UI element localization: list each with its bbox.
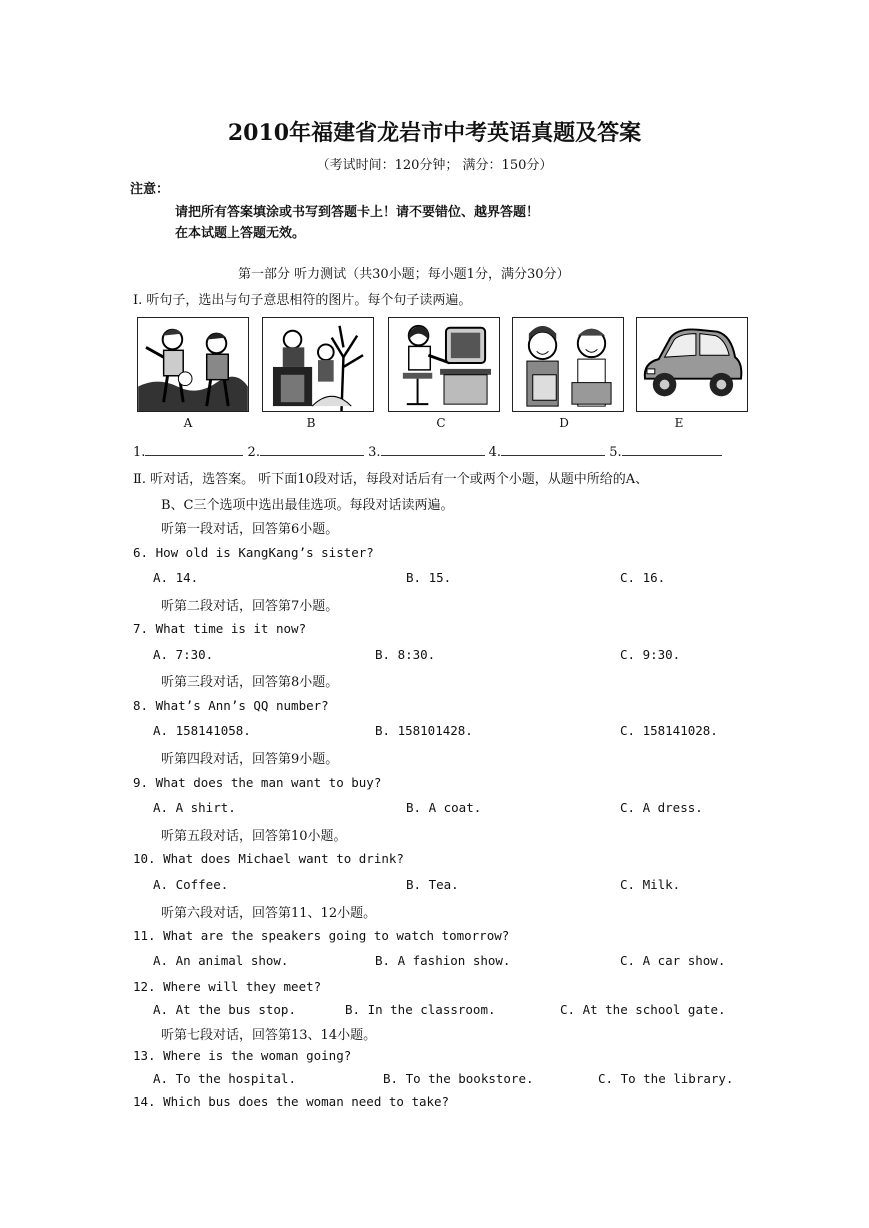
notice-line-1: 请把所有答案填涂或书写到答题卡上！请不要错位、越界答题！ — [175, 205, 540, 220]
q8-option-b: B. 158101428. — [375, 723, 473, 738]
q6-option-b: B. 15. — [406, 570, 452, 585]
answer-blank-1[interactable] — [145, 443, 243, 456]
q10-option-c: C. Milk. — [620, 877, 681, 892]
section-1-instruction: Ⅰ. 听句子，选出与句子意思相符的图片。每个句子读两遍。 — [133, 293, 472, 308]
answer-blank-2[interactable] — [260, 443, 364, 456]
picture-a — [137, 317, 249, 412]
q6-option-a: A. 14. — [153, 570, 199, 585]
dialogue-prompt-6: 听第六段对话，回答第11、12小题。 — [161, 906, 377, 921]
notice-label: 注意： — [130, 182, 170, 197]
q6-option-c: C. 16. — [620, 570, 666, 585]
question-11: 11. What are the speakers going to watch tomorrow? — [133, 928, 510, 943]
picture-label-c: C — [436, 416, 446, 430]
picture-label-b: B — [306, 416, 316, 430]
two-people-cooking-icon — [513, 318, 623, 411]
q13-option-b: B. To the bookstore. — [383, 1071, 534, 1086]
q11-option-c: C. A car show. — [620, 953, 726, 968]
dialogue-prompt-1: 听第一段对话，回答第6小题。 — [161, 522, 339, 537]
q9-option-a: A. A shirt. — [153, 800, 236, 815]
question-14: 14. Which bus does the woman need to take? — [133, 1094, 450, 1109]
question-8: 8. What’s Ann’s QQ number? — [133, 698, 329, 713]
q8-option-a: A. 158141058. — [153, 723, 251, 738]
part-heading: 第一部分 听力测试（共30小题；每小题1分，满分30分） — [238, 267, 570, 282]
blank-label-5: 5. — [609, 445, 622, 460]
section-2-instruction-2: B、C三个选项中选出最佳选项。每段对话读两遍。 — [161, 498, 454, 513]
picture-label-d: D — [559, 416, 569, 430]
answer-blank-5[interactable] — [622, 443, 722, 456]
dialogue-prompt-4: 听第四段对话，回答第9小题。 — [161, 752, 339, 767]
q7-option-c: C. 9:30. — [620, 647, 681, 662]
q13-option-a: A. To the hospital. — [153, 1071, 296, 1086]
q7-option-b: B. 8:30. — [375, 647, 436, 662]
blank-label-3: 3. — [368, 445, 381, 460]
picture-e — [636, 317, 748, 412]
picture-d — [512, 317, 624, 412]
q12-option-b: B. In the classroom. — [345, 1002, 496, 1017]
people-by-tree-icon — [263, 318, 373, 411]
dialogue-prompt-3: 听第三段对话，回答第8小题。 — [161, 675, 339, 690]
dialogue-prompt-7: 听第七段对话，回答第13、14小题。 — [161, 1028, 377, 1043]
q10-option-b: B. Tea. — [406, 877, 459, 892]
q13-option-c: C. To the library. — [598, 1071, 734, 1086]
car-icon — [637, 318, 747, 411]
dialogue-prompt-2: 听第二段对话，回答第7小题。 — [161, 599, 339, 614]
q9-option-c: C. A dress. — [620, 800, 703, 815]
answer-blank-3[interactable] — [381, 443, 485, 456]
two-boys-talking-icon — [138, 318, 248, 411]
dialogue-prompt-5: 听第五段对话，回答第10小题。 — [161, 829, 347, 844]
question-10: 10. What does Michael want to drink? — [133, 851, 404, 866]
q11-option-b: B. A fashion show. — [375, 953, 511, 968]
picture-b — [262, 317, 374, 412]
picture-label-e: E — [674, 416, 684, 430]
picture-label-a: A — [183, 416, 193, 430]
question-13: 13. Where is the woman going? — [133, 1048, 352, 1063]
q11-option-a: A. An animal show. — [153, 953, 289, 968]
q12-option-a: A. At the bus stop. — [153, 1002, 296, 1017]
question-12: 12. Where will they meet? — [133, 979, 322, 994]
question-6: 6. How old is KangKang’s sister? — [133, 545, 374, 560]
q7-option-a: A. 7:30. — [153, 647, 214, 662]
answer-blank-4[interactable] — [501, 443, 605, 456]
q9-option-b: B. A coat. — [406, 800, 482, 815]
question-9: 9. What does the man want to buy? — [133, 775, 382, 790]
blank-label-1: 1. — [133, 445, 146, 460]
q12-option-c: C. At the school gate. — [560, 1002, 726, 1017]
girl-at-computer-icon — [389, 318, 499, 411]
q10-option-a: A. Coffee. — [153, 877, 229, 892]
question-7: 7. What time is it now? — [133, 621, 307, 636]
section-2-instruction-1: Ⅱ. 听对话，选答案。 听下面10段对话，每段对话后有一个或两个小题，从题中所给的A、 — [133, 472, 649, 487]
picture-c — [388, 317, 500, 412]
page-title: 2010年福建省龙岩市中考英语真题及答案 — [227, 120, 642, 146]
blank-label-4: 4. — [488, 445, 502, 460]
notice-line-2: 在本试题上答题无效。 — [175, 226, 306, 241]
q8-option-c: C. 158141028. — [620, 723, 718, 738]
answer-blanks — [133, 443, 722, 460]
exam-info: （考试时间：120分钟； 满分：150分） — [316, 158, 553, 173]
blank-label-2: 2. — [247, 445, 260, 460]
